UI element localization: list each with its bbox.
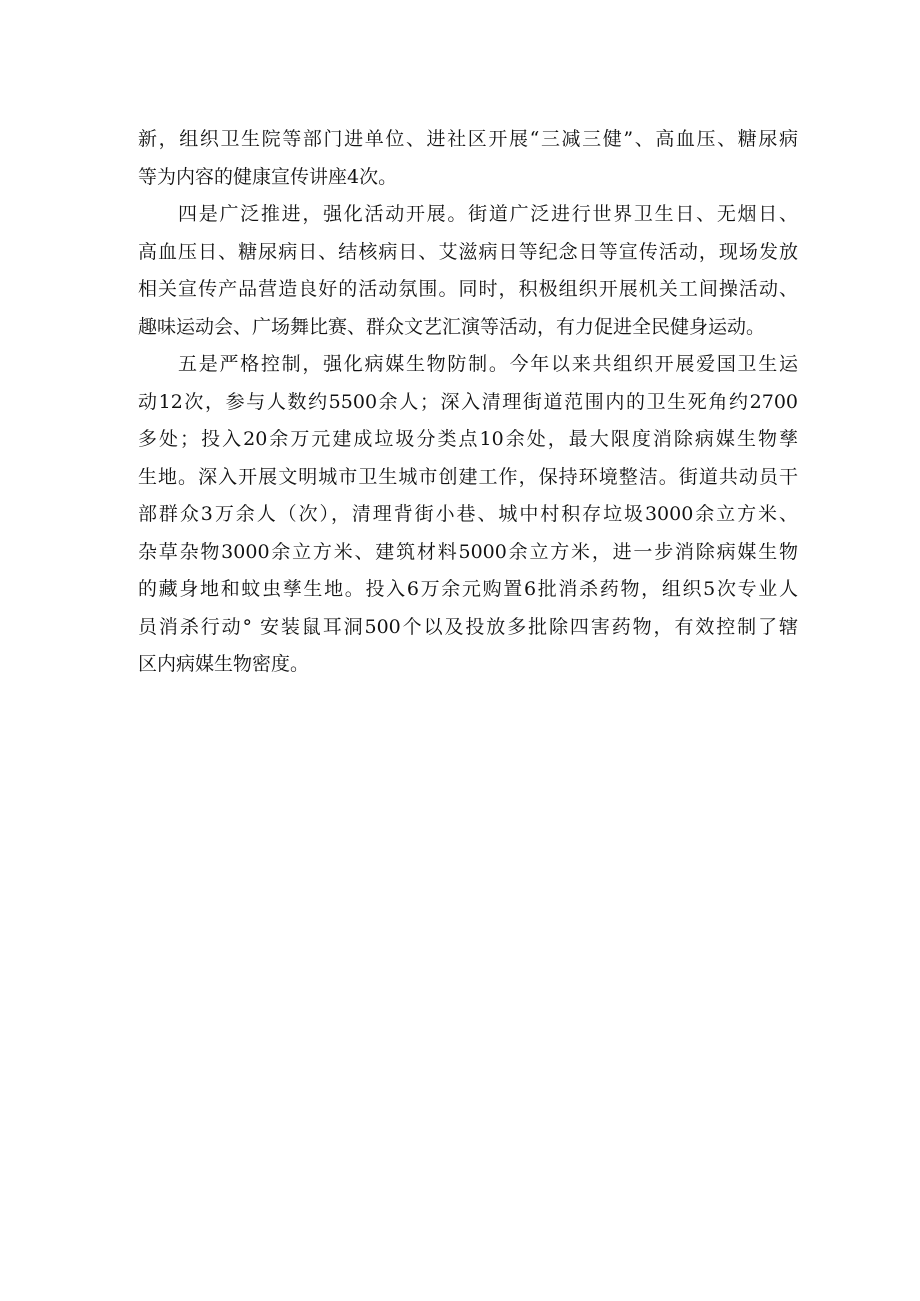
paragraph-2 xyxy=(138,196,798,346)
paragraph-1-line-2: 等为内容的健康宣传讲座4次。 xyxy=(138,165,398,188)
paragraph-3-line-4: 生地。深入开展文明城市卫生城市创建工作，保持环境整洁。街道共动员干 xyxy=(138,465,798,488)
paragraph-3-line-1: 五是严格控制，强化病媒生物防制。今年以来共组织开展爱国卫生运 xyxy=(178,353,798,375)
paragraph-3-line-2: 动12次，参与人数约5500余人；深入清理街道范围内的卫生死角约2700 xyxy=(138,390,798,413)
paragraph-2-line-2: 高血压日、糖尿病日、结核病日、艾滋病日等纪念日等宣传活动，现场发放 xyxy=(138,240,798,263)
paragraph-2-line-1: 四是广泛推进，强化活动开展。街道广泛进行世界卫生日、无烟日、 xyxy=(178,203,798,225)
paragraph-3 xyxy=(138,346,798,684)
paragraph-2-line-3: 相关宣传产品营造良好的活动氛围。同时，积极组织开展机关工间操活动、 xyxy=(138,278,798,300)
paragraph-3-line-9: 区内病媒生物密度。 xyxy=(138,653,310,675)
paragraph-3-line-6: 杂草杂物3000余立方米、建筑材料5000余立方米，进一步消除病媒生物 xyxy=(138,540,798,563)
paragraph-1-line-1: 新，组织卫生院等部门进单位、进社区开展“三减三健”、高血压、糖尿病 xyxy=(138,128,798,150)
paragraph-3-line-5: 部群众3万余人（次），清理背街小巷、城中村积存垃圾3000余立方米、 xyxy=(138,503,798,525)
paragraph-1 xyxy=(138,121,798,196)
paragraph-3-line-8: 员消杀行动° 安装鼠耳洞500个以及投放多批除四害药物，有效控制了辖 xyxy=(138,615,798,638)
document-body xyxy=(138,121,798,684)
paragraph-3-line-7: 的藏身地和蚊虫孳生地。投入6万余元购置6批消杀药物，组织5次专业人 xyxy=(138,578,798,600)
paragraph-2-line-4: 趣味运动会、广场舞比赛、群众文艺汇演等活动，有力促进全民健身运动。 xyxy=(138,315,766,338)
paragraph-3-line-3: 多处；投入20余万元建成垃圾分类点10余处，最大限度消除病媒生物孳 xyxy=(138,428,798,450)
